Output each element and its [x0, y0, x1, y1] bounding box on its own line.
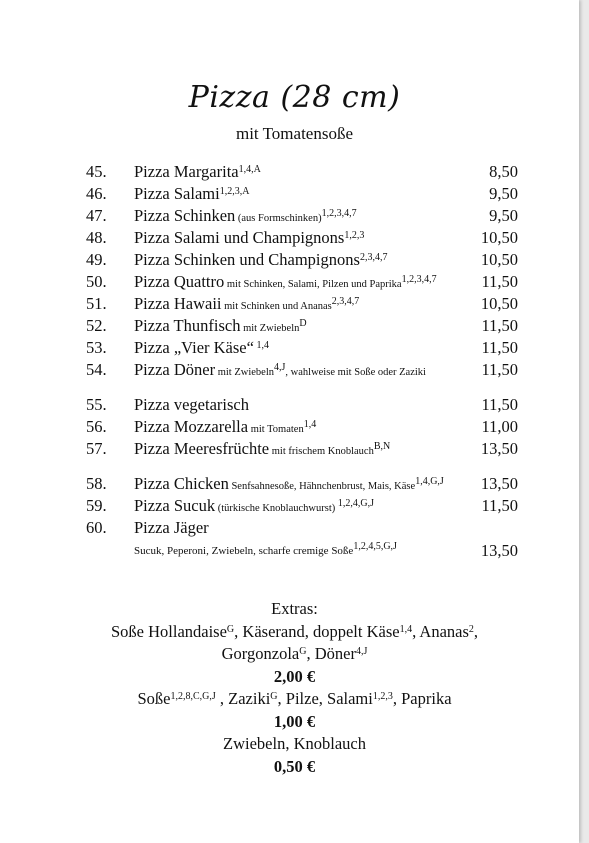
item-description — [134, 359, 426, 384]
menu-item-54 — [86, 359, 518, 381]
item-name: Pizza Meeresfrüchte — [134, 439, 270, 458]
item-detail: (aus Formschinken) — [235, 213, 322, 224]
extras-price-1: 2,00 € — [273, 666, 316, 686]
item-name: Pizza Schinken und Champignons — [134, 250, 360, 269]
item-description — [134, 183, 249, 205]
extra-name: , Käserand, doppelt Käse — [234, 621, 400, 641]
extras-heading: Extras: — [271, 599, 318, 618]
item-price: 11,50 — [481, 496, 518, 515]
item-number: 54. — [86, 360, 107, 379]
item-price: 11,50 — [481, 316, 518, 335]
menu-item-56 — [86, 416, 518, 438]
page-subtitle: mit Tomatensoße — [235, 124, 353, 143]
extra-name: , Döner — [306, 644, 356, 663]
item-number: 53. — [86, 338, 107, 357]
extras-line-4: Zwiebeln, Knoblauch — [223, 734, 366, 753]
item-number: 46. — [86, 184, 107, 203]
extra-allergens: G — [299, 646, 307, 657]
item-allergens: 1,2,3,4,7 — [401, 274, 437, 285]
item-name: Pizza Jäger — [134, 518, 209, 537]
extra-allergens: 1,2,8,C,G,J — [170, 691, 216, 702]
item-price: 13,50 — [480, 474, 518, 493]
extras-price-3: 0,50 € — [273, 756, 316, 776]
extra-name: , Paprika — [392, 689, 452, 708]
item-number: 56. — [86, 417, 107, 436]
item-allergens: 1,4,A — [238, 164, 261, 175]
item-price: 10,50 — [480, 294, 518, 313]
extras-line-3 — [0, 688, 589, 711]
extras-price-2: 1,00 € — [273, 711, 316, 731]
item-price: 11,50 — [481, 272, 518, 291]
extra-allergens: 2 — [468, 623, 474, 635]
item-name: Pizza Sucuk — [134, 496, 216, 515]
extra-allergens: 4,J — [355, 646, 368, 657]
item-number: 55. — [86, 395, 107, 414]
item-detail: mit Schinken und Ananas — [221, 301, 332, 312]
item-description — [134, 337, 269, 359]
extra-name: Gorgonzola — [221, 644, 300, 663]
extra-name: , Zaziki — [215, 689, 271, 708]
menu-item-51 — [86, 293, 518, 315]
extra-allergens: G — [270, 691, 278, 702]
item-price: 10,50 — [480, 250, 518, 269]
item-detail-extra: , wahlweise mit Soße oder Zaziki — [285, 367, 426, 378]
item-number: 60. — [86, 518, 107, 537]
item-name: Pizza Mozzarella — [134, 417, 249, 436]
item-allergens: 1,2,3,4,7 — [321, 208, 357, 219]
item-number: 58. — [86, 474, 107, 493]
item-price: 11,00 — [481, 417, 518, 436]
item-allergens: 1,2,3,A — [219, 186, 250, 197]
item-name: Pizza Schinken — [134, 206, 236, 225]
item-number: 52. — [86, 316, 107, 335]
item-name: Pizza Salami — [134, 184, 220, 203]
menu-item-53 — [86, 337, 518, 359]
extra-allergens: 1,4 — [399, 623, 413, 635]
menu-item-57 — [86, 438, 518, 460]
item-detail: mit Tomaten — [248, 424, 304, 435]
item-description — [134, 438, 390, 463]
item-number: 47. — [86, 206, 107, 225]
item-description — [134, 227, 364, 249]
item-detail: mit Zwiebeln — [240, 323, 300, 334]
item-name: Pizza „Vier Käse“ — [134, 338, 254, 357]
item-price: 11,50 — [481, 395, 518, 414]
item-allergens: B,N — [373, 441, 391, 452]
item-price: 13,50 — [480, 439, 518, 458]
item-description — [134, 161, 261, 183]
menu-item-50 — [86, 271, 518, 293]
item-number: 45. — [86, 162, 107, 181]
item-allergens: 2,3,4,7 — [331, 296, 360, 307]
item-price: 9,50 — [489, 206, 518, 225]
item-allergens: 1,4 — [253, 340, 269, 351]
pizza-list — [86, 161, 518, 563]
extra-name: , Pilze, Salami — [277, 689, 373, 708]
item-description — [134, 517, 209, 539]
item-allergens: 1,4,G,J — [415, 476, 444, 487]
item-allergens: D — [299, 318, 307, 329]
item-description — [134, 249, 387, 271]
item-number: 48. — [86, 228, 107, 247]
item-number: 50. — [86, 272, 107, 291]
item-number: 59. — [86, 496, 107, 515]
extras-section — [0, 598, 589, 778]
extra-name: Soße — [137, 689, 171, 708]
menu-item-46 — [86, 183, 518, 205]
item-name: Pizza Chicken — [134, 474, 229, 493]
item-price: 13,50 — [480, 541, 518, 560]
menu-item-59 — [86, 495, 518, 517]
item-number: 51. — [86, 294, 107, 313]
item-allergens: 1,2,3 — [344, 230, 365, 241]
item-price: 8,50 — [489, 162, 518, 181]
menu-item-55 — [86, 394, 518, 416]
menu-item-60-detail — [86, 539, 518, 563]
item-price: 11,50 — [481, 338, 518, 357]
extra-name: Soße Hollandaise — [110, 621, 227, 641]
item-detail: Senfsahnesoße, Hähnchenbrust, Mais, Käse — [228, 481, 416, 492]
extra-allergens: G — [226, 623, 235, 635]
item-allergens: 2,3,4,7 — [359, 252, 388, 263]
menu-item-45 — [86, 161, 518, 183]
item-name: Pizza Quattro — [134, 272, 225, 291]
item-price: 11,50 — [481, 360, 518, 379]
extras-line-2 — [0, 643, 589, 666]
menu-item-47 — [86, 205, 518, 227]
item-number: 49. — [86, 250, 107, 269]
item-detail: (türkische Knoblauchwurst) — [215, 503, 338, 514]
item-price: 10,50 — [480, 228, 518, 247]
item-allergens: 1,2,4,G,J — [337, 498, 374, 509]
item-description — [134, 394, 249, 416]
extras-line-1 — [0, 621, 589, 644]
page-title: Pizza (28 cm) — [188, 80, 401, 115]
menu-item-60 — [86, 517, 518, 539]
item-detail: mit Zwiebeln — [215, 367, 274, 378]
extra-name: , Ananas — [412, 621, 469, 641]
extra-allergens: 1,2,3 — [372, 691, 393, 702]
item-name: Pizza Thunfisch — [134, 316, 241, 335]
menu-item-48 — [86, 227, 518, 249]
extra-separator: , — [473, 621, 479, 641]
menu-item-49 — [86, 249, 518, 271]
item-detail — [134, 539, 397, 563]
item-allergens: 1,2,4,5,G,J — [353, 541, 397, 552]
item-number: 57. — [86, 439, 107, 458]
item-name: Pizza vegetarisch — [134, 395, 249, 414]
item-name: Pizza Margarita — [134, 162, 239, 181]
item-name: Pizza Hawaii — [134, 294, 222, 313]
item-detail: mit Schinken, Salami, Pilzen und Paprika — [224, 279, 402, 290]
item-allergens: 1,4 — [303, 419, 317, 430]
item-allergens: 4,J — [274, 362, 286, 373]
menu-item-58 — [86, 473, 518, 495]
item-name: Pizza Döner — [134, 360, 216, 379]
menu-item-52 — [86, 315, 518, 337]
item-detail: mit frischem Knoblauch — [269, 446, 374, 457]
item-name: Pizza Salami und Champignons — [134, 228, 345, 247]
item-price: 9,50 — [489, 184, 518, 203]
jaeger-ingredients: Sucuk, Peperoni, Zwiebeln, scharfe cremige Soße — [134, 545, 354, 557]
